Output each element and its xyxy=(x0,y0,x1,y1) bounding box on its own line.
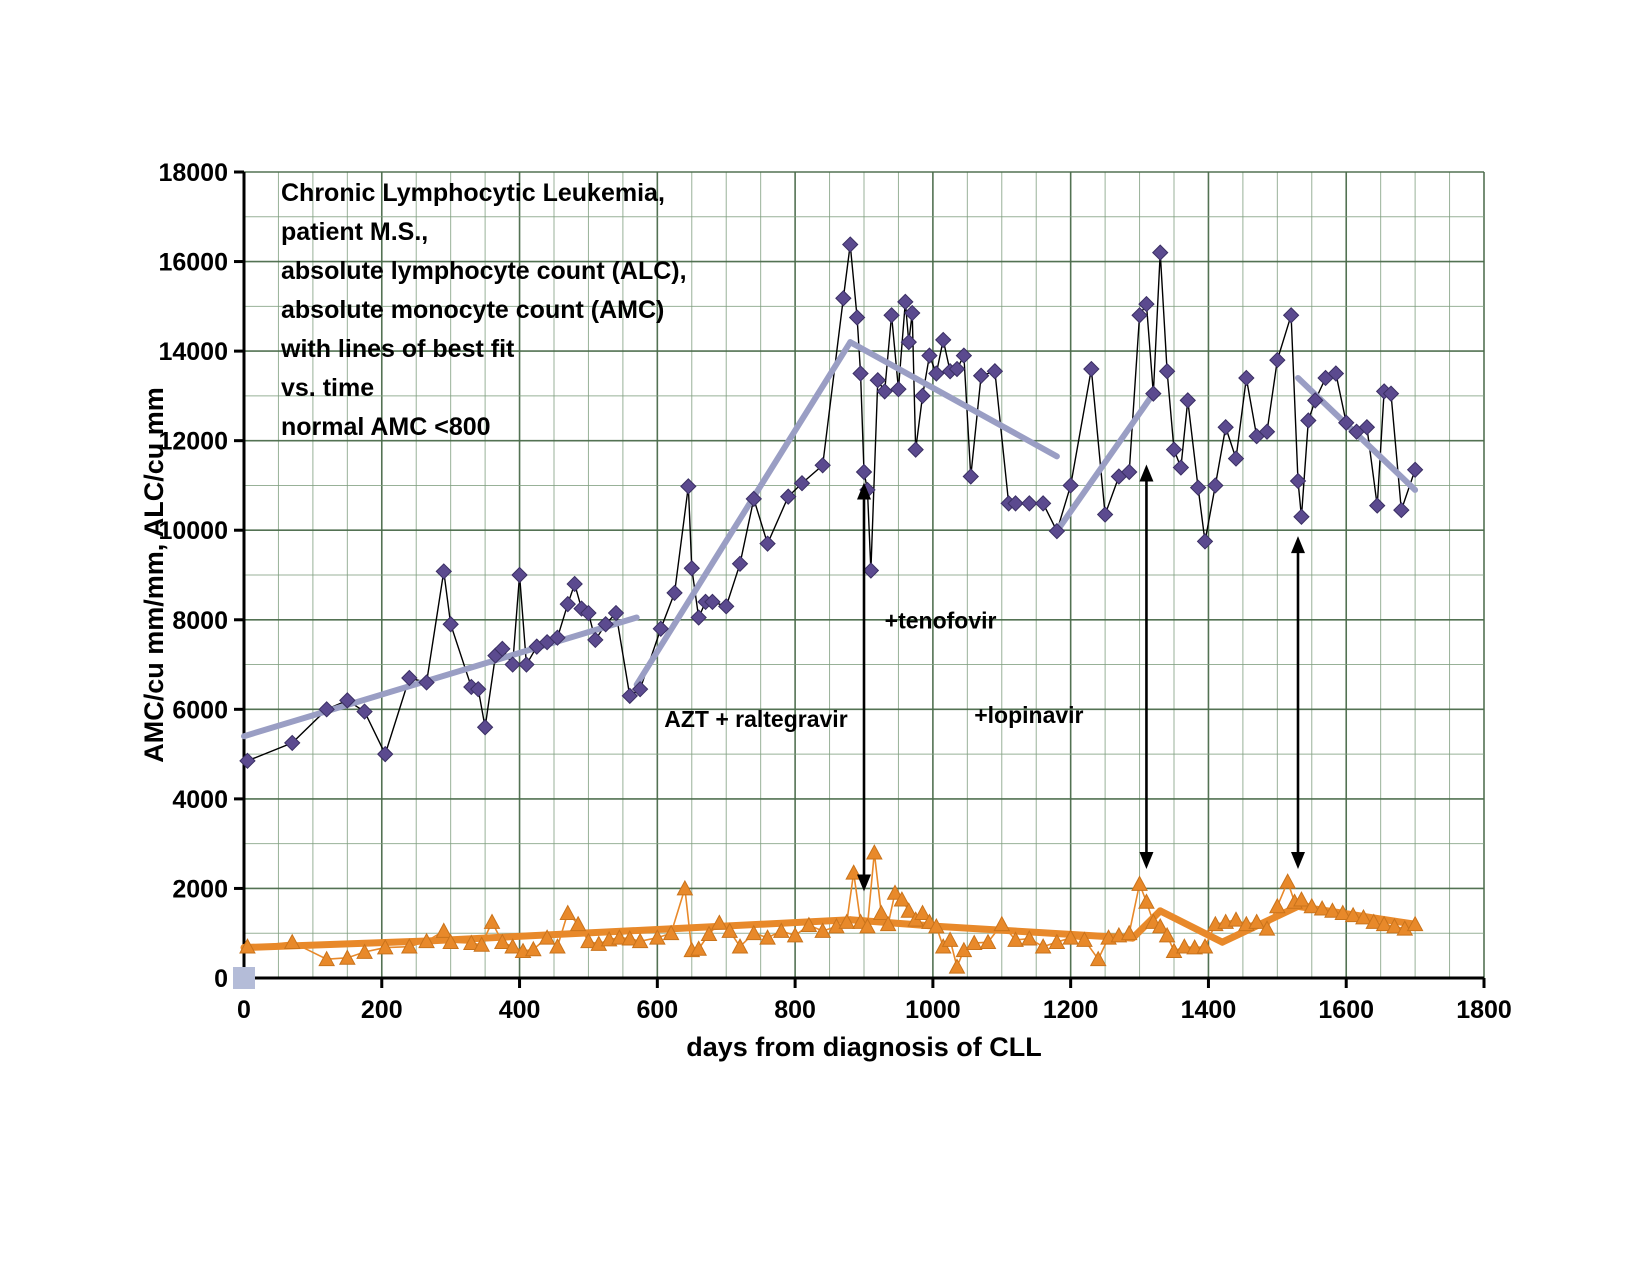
chart-title-line: absolute monocyte count (AMC) xyxy=(281,296,665,324)
x-tick-label: 1400 xyxy=(1180,996,1237,1024)
y-tick-label: 8000 xyxy=(172,606,228,635)
x-tick-label: 1600 xyxy=(1318,996,1375,1024)
y-tick-label: 6000 xyxy=(172,696,228,725)
chart-title-line: vs. time xyxy=(281,374,375,402)
origin-marker xyxy=(233,967,255,989)
y-tick-label: 2000 xyxy=(172,875,228,904)
y-tick-label: 14000 xyxy=(158,338,228,367)
annotation-label: +tenofovir xyxy=(884,607,997,634)
x-tick-label: 200 xyxy=(360,996,403,1024)
x-axis-title: days from diagnosis of CLL xyxy=(686,1032,1042,1062)
y-tick-label: 0 xyxy=(214,965,228,993)
annotation-label: AZT + raltegravir xyxy=(664,706,848,733)
y-tick-label: 18000 xyxy=(158,159,228,187)
chart-title-line: patient M.S., xyxy=(281,218,429,246)
chart-title-line: absolute lymphocyte count (ALC), xyxy=(281,257,687,285)
x-tick-label: 600 xyxy=(636,996,679,1024)
y-tick-label: 4000 xyxy=(172,785,228,814)
y-tick-label: 10000 xyxy=(158,517,228,546)
chart-title-line: normal AMC <800 xyxy=(281,413,491,441)
x-tick-label: 400 xyxy=(498,996,541,1024)
y-axis-title: AMC/cu mm/mm, ALC/cu mm xyxy=(139,387,169,763)
x-tick-label: 800 xyxy=(774,996,816,1024)
x-tick-label: 1800 xyxy=(1456,996,1512,1024)
x-tick-label: 0 xyxy=(237,996,251,1024)
y-tick-label: 16000 xyxy=(158,248,228,277)
y-tick-label: 12000 xyxy=(158,427,228,456)
x-tick-label: 1200 xyxy=(1042,996,1099,1024)
annotation-label: +lopinavir xyxy=(974,701,1084,728)
chart-title-line: Chronic Lymphocytic Leukemia, xyxy=(281,179,665,207)
chart-title-line: with lines of best fit xyxy=(281,335,515,363)
x-tick-label: 1000 xyxy=(905,996,961,1024)
